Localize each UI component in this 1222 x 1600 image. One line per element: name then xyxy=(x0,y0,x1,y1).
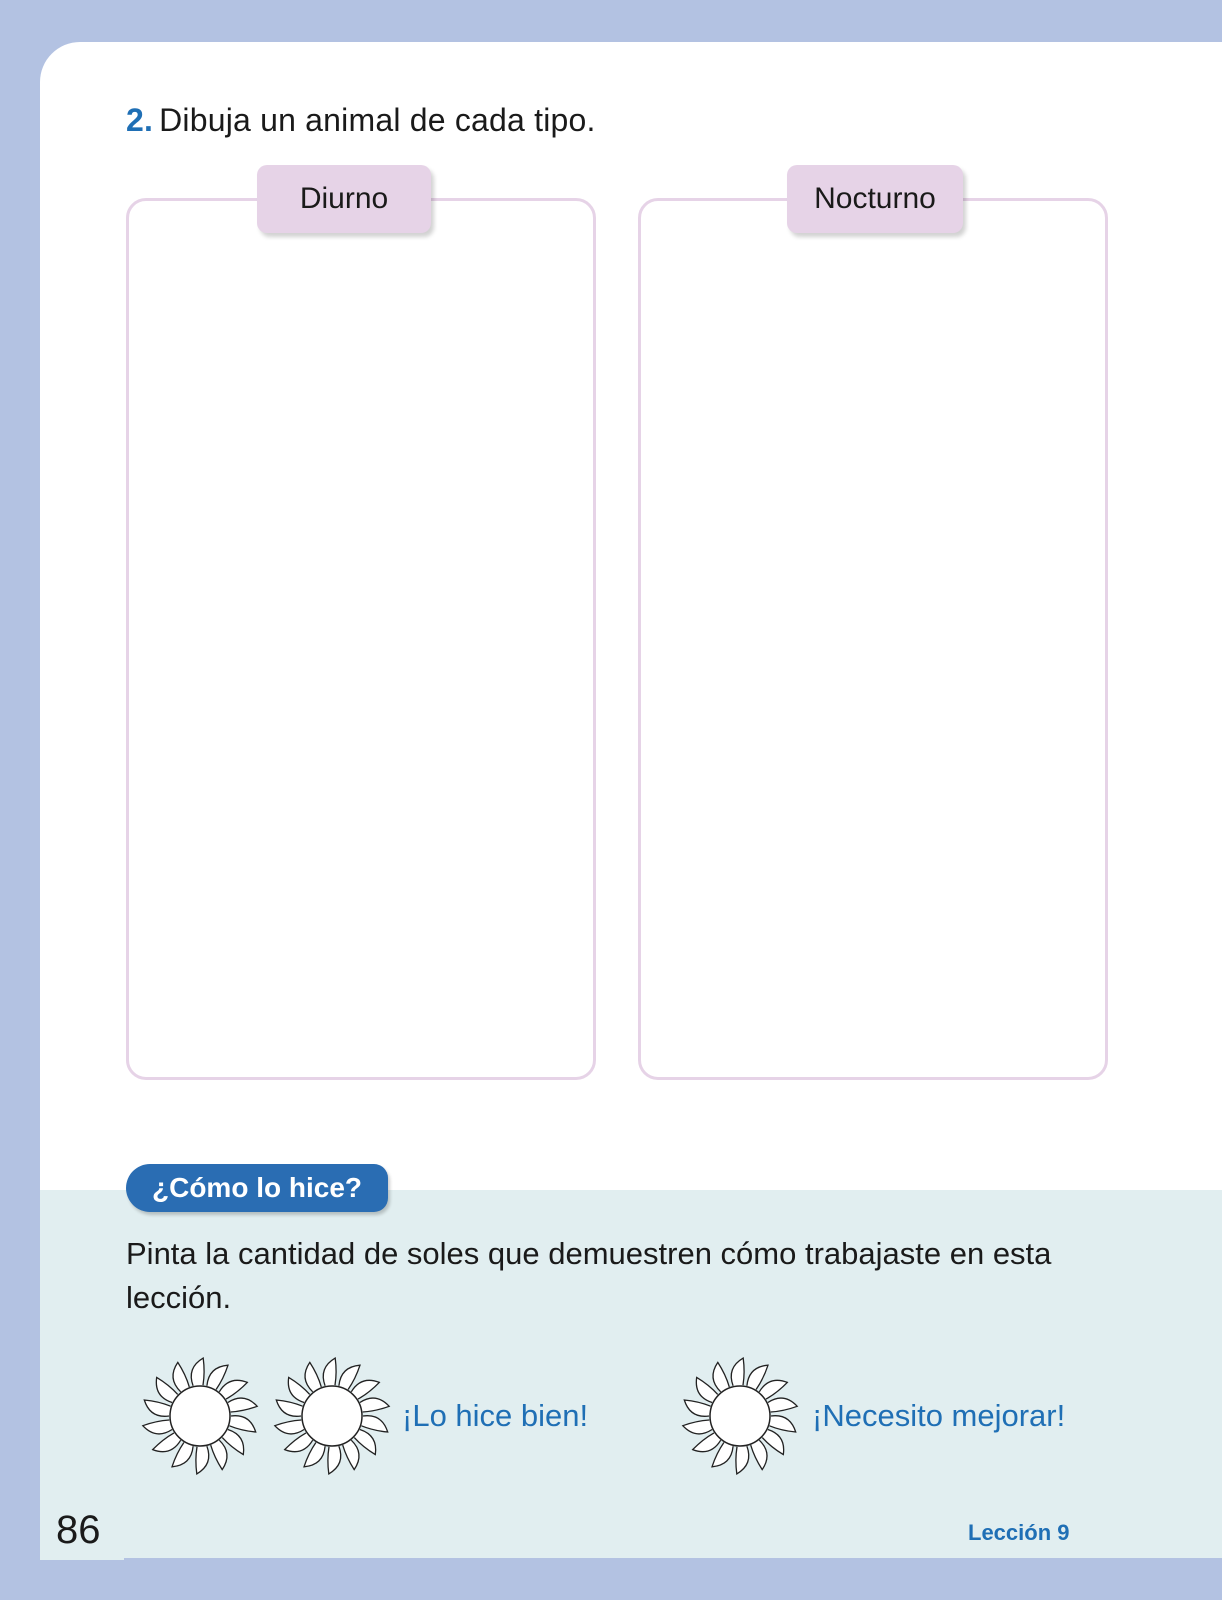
sun-ray xyxy=(191,1358,204,1386)
question-2 xyxy=(126,102,596,139)
sun-ray xyxy=(713,1362,729,1391)
sun-icon[interactable] xyxy=(678,1354,802,1478)
evaluation-badge: ¿Cómo lo hice? xyxy=(126,1164,388,1212)
page-number: 86 xyxy=(56,1508,101,1552)
sun-ray xyxy=(276,1400,302,1416)
good-label: ¡Lo hice bien! xyxy=(402,1398,589,1433)
sun-ray xyxy=(144,1400,170,1416)
question-number: 2. xyxy=(126,102,154,138)
drawing-box-nocturno[interactable] xyxy=(638,182,1108,1080)
sun-ray xyxy=(143,1420,172,1434)
worksheet-page xyxy=(40,42,1222,1558)
sun-disc xyxy=(170,1386,230,1446)
sun-disc xyxy=(302,1386,362,1446)
sun-ray xyxy=(751,1440,767,1469)
sun-icon[interactable] xyxy=(270,1354,394,1478)
improve-label: ¡Necesito mejorar! xyxy=(812,1398,1066,1433)
sun-ray xyxy=(228,1398,257,1412)
sun-ray xyxy=(736,1446,749,1474)
sun-ray xyxy=(196,1446,209,1474)
sun-ray xyxy=(731,1358,744,1386)
sun-ray xyxy=(211,1440,227,1469)
sun-ray xyxy=(173,1362,189,1391)
sun-ray xyxy=(361,1416,387,1432)
sun-ray xyxy=(768,1398,797,1412)
sun-ray xyxy=(683,1420,712,1434)
box-label-diurno: Diurno xyxy=(257,165,431,233)
question-text: Dibuja un animal de cada tipo. xyxy=(159,102,596,138)
sun-ray xyxy=(360,1398,389,1412)
sun-disc xyxy=(710,1386,770,1446)
drawing-box-diurno[interactable] xyxy=(126,182,596,1080)
sun-ray xyxy=(323,1358,336,1386)
box-label-nocturno: Nocturno xyxy=(787,165,963,233)
sun-ray xyxy=(275,1420,304,1434)
sun-ray xyxy=(229,1416,255,1432)
sun-icon[interactable] xyxy=(138,1354,262,1478)
self-evaluation-section xyxy=(40,1172,1222,1558)
sun-ray xyxy=(343,1440,359,1469)
lesson-label: Lección 9 xyxy=(968,1520,1070,1545)
sun-ray xyxy=(769,1416,795,1432)
evaluation-instruction: Pinta la cantidad de soles que demuestren cómo trabajaste en esta lección. xyxy=(126,1236,1052,1315)
sun-ray xyxy=(328,1446,341,1474)
sun-ray xyxy=(684,1400,710,1416)
sun-ray xyxy=(305,1362,321,1391)
